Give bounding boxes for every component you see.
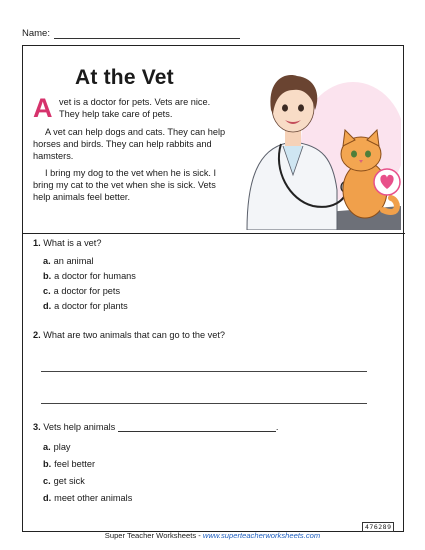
story-paragraph-3: I bring my dog to the vet when he is sick. I bring my cat to the vet when she is sick. Vets help animals feel better. — [33, 168, 217, 203]
option-text: meet other animals — [54, 493, 133, 503]
option-letter: c. — [43, 476, 51, 486]
cat-eye-right — [365, 151, 371, 158]
option-1a[interactable] — [43, 256, 94, 266]
question-text: Vets help animals — [43, 422, 116, 432]
option-text: a doctor for humans — [54, 271, 136, 281]
name-row — [22, 28, 240, 39]
question-2 — [33, 330, 225, 340]
option-3a[interactable] — [43, 442, 71, 452]
name-label: Name: — [22, 28, 50, 39]
option-letter: d. — [43, 301, 52, 311]
question-number: 3. — [33, 422, 41, 432]
option-text: get sick — [53, 476, 85, 486]
worksheet-code: 476289 — [362, 522, 394, 532]
question-text: What are two animals that can go to the vet? — [43, 330, 226, 340]
question-end: . — [275, 422, 279, 432]
name-line[interactable] — [54, 29, 240, 39]
story-paragraph-1: vet is a doctor for pets. Vets are nice. They help take care of pets. — [59, 97, 211, 120]
question-number: 2. — [33, 330, 41, 340]
worksheet-frame — [22, 45, 404, 532]
option-1d[interactable] — [43, 301, 128, 311]
option-3b[interactable] — [43, 459, 95, 469]
answer-line-2[interactable] — [41, 403, 367, 404]
option-3c[interactable] — [43, 476, 85, 486]
drop-cap: A — [33, 93, 53, 123]
option-letter: a. — [43, 256, 51, 266]
question-text: What is a vet? — [43, 238, 102, 248]
answer-line-1[interactable] — [41, 371, 367, 372]
footer-url-link[interactable]: www.superteacherworksheets.com — [202, 531, 321, 540]
option-text: a doctor for plants — [54, 301, 128, 311]
cat-eye-left — [351, 151, 357, 158]
story-paragraph-2: A vet can help dogs and cats. They can help horses and birds. They can help rabbits and hamsters. — [33, 127, 226, 162]
question-1 — [33, 238, 101, 248]
vet-with-cat-illustration — [233, 50, 401, 230]
vet-eye-right — [298, 104, 304, 111]
option-text: an animal — [53, 256, 94, 266]
option-1c[interactable] — [43, 286, 120, 296]
option-letter: b. — [43, 459, 52, 469]
story-title: At the Vet — [75, 66, 174, 89]
option-text: a doctor for pets — [53, 286, 121, 296]
option-letter: b. — [43, 271, 52, 281]
fill-in-blank[interactable] — [118, 423, 276, 432]
question-3 — [33, 422, 278, 432]
option-1b[interactable] — [43, 271, 136, 281]
option-text: feel better — [54, 459, 96, 469]
option-text: play — [53, 442, 71, 452]
question-number: 1. — [33, 238, 41, 248]
vet-eye-left — [282, 104, 288, 111]
option-letter: d. — [43, 493, 52, 503]
story-section — [23, 46, 405, 234]
option-letter: c. — [43, 286, 51, 296]
option-letter: a. — [43, 442, 51, 452]
footer — [0, 531, 425, 540]
footer-brand: Super Teacher Worksheets - — [104, 531, 203, 540]
option-3d[interactable] — [43, 493, 132, 503]
